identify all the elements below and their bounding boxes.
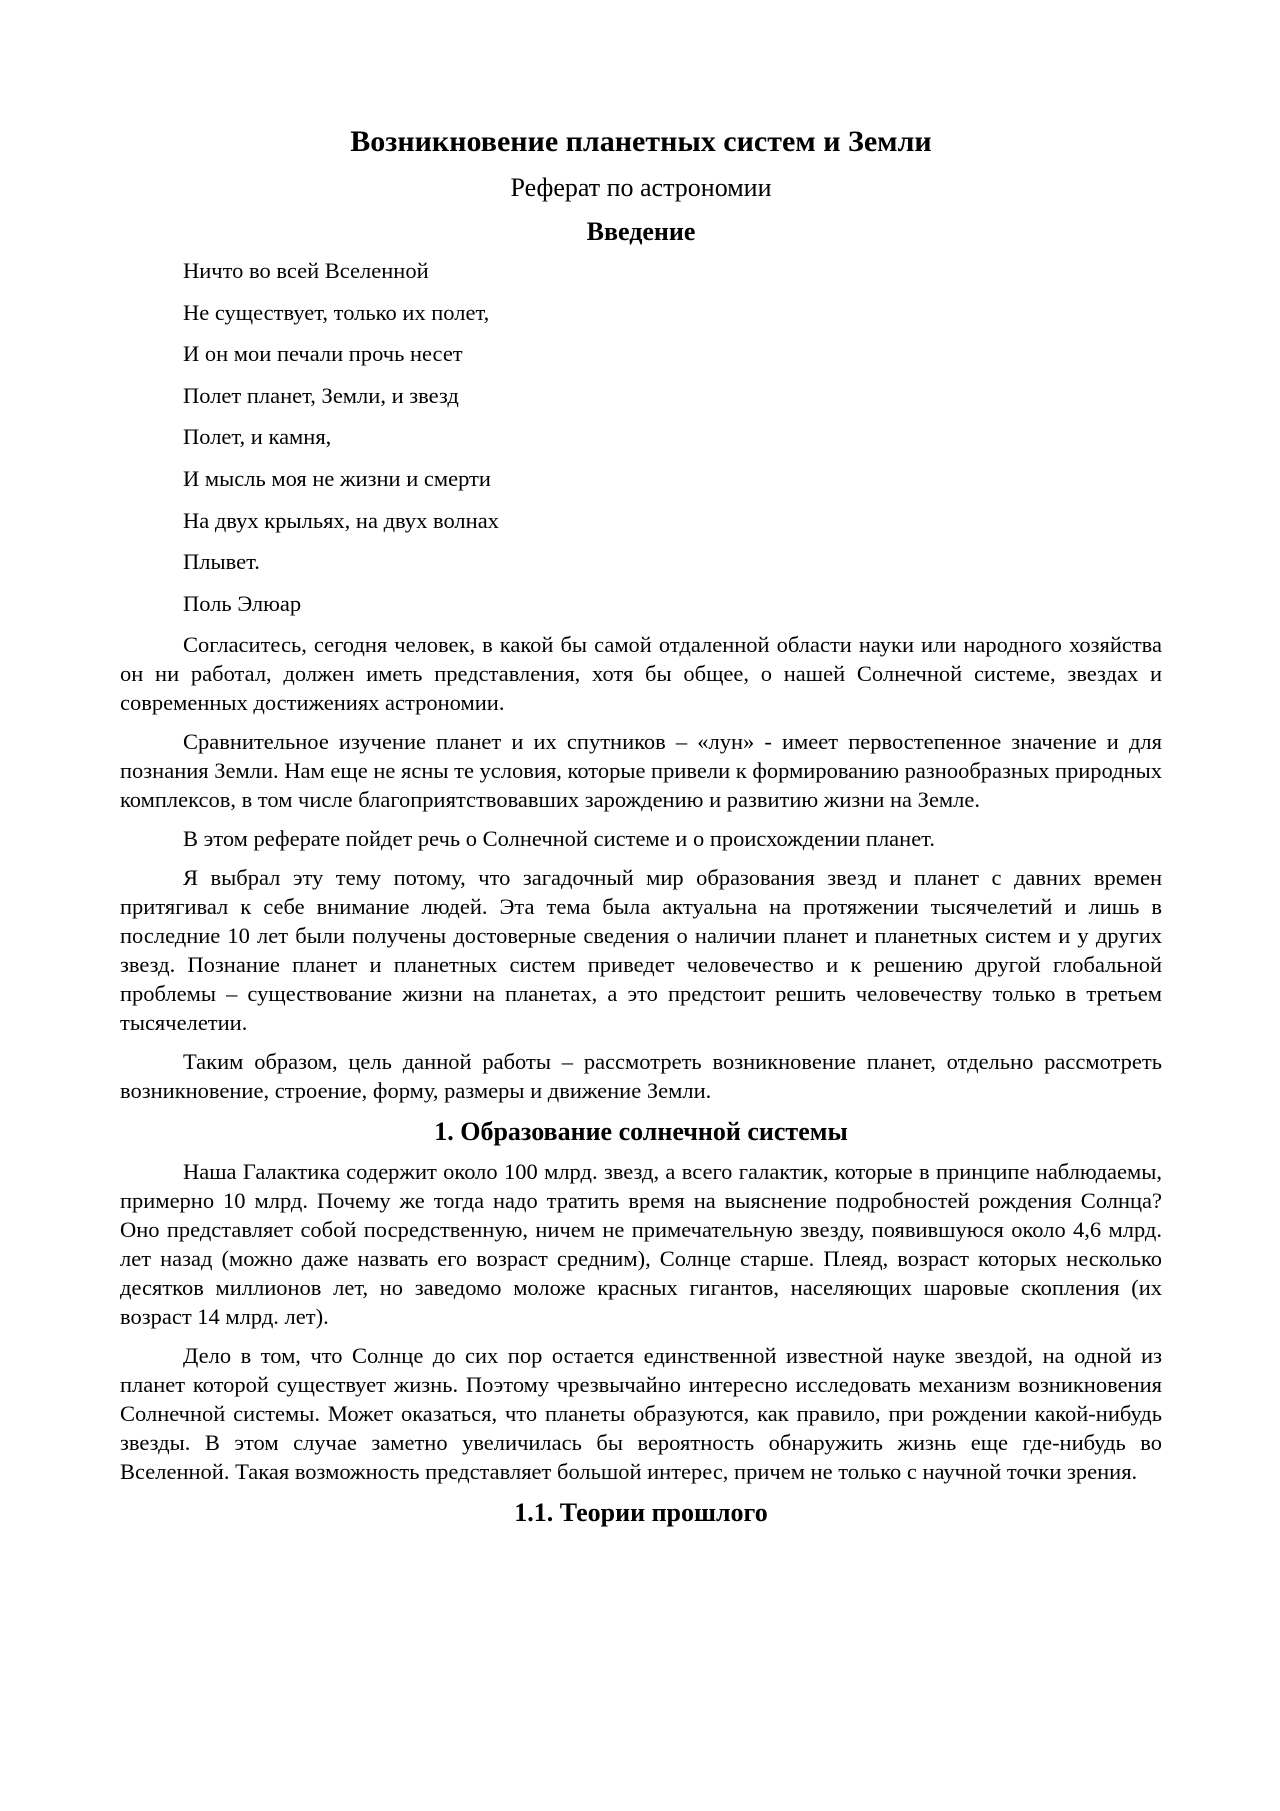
poem-line: На двух крыльях, на двух волнах — [183, 507, 499, 533]
poem-line: Полет, и камня, — [183, 424, 332, 450]
poem-line: Не существует, только их полет, — [183, 299, 490, 325]
poem-line: И мысль моя не жизни и смерти — [183, 465, 491, 491]
body-paragraph: Наша Галактика содержит около 100 млрд. звезд, а всего галактик, которые в принципе наблюдаемы, примерно 10 млрд. Почему же тогда надо тратить время на выяснение подробностей рождения Солнца? Оно представляет собой посредственную, ничем не примечательную звезду, появившуюся около 4,6 млрд. лет назад (можно даже назвать его возраст средним), Солнце старше. Плеяд, возраст которых несколько десятков миллионов лет, но заведомо моложе красных гигантов, населяющих шаровые скопления (их возраст 14 млрд. лет). — [120, 1159, 1162, 1330]
document-subtitle: Реферат по астрономии — [510, 173, 772, 202]
document-title: Возникновение планетных систем и Земли — [350, 125, 932, 158]
body-paragraph: Я выбрал эту тему потому, что загадочный мир образования звезд и планет с давних времен притягивал к себе внимание людей. Эта тема была актуальна на протяжении тысячелетий и лишь в последние 10 лет были получены достоверные сведения о наличии планет и планетных систем и у других звезд. Познание планет и планетных систем приведет человечество и к решению другой глобальной проблемы – существование жизни на планетах, а это предстоит решить человечеству только в третьем тысячелетии. — [120, 865, 1162, 1036]
poem-line: Ничто во всей Вселенной — [183, 258, 429, 283]
subsection-heading: 1.1. Теории прошлого — [514, 1498, 768, 1528]
document-page — [120, 118, 1162, 1530]
section-heading: 1. Образование солнечной системы — [434, 1117, 848, 1147]
body-paragraph: В этом реферате пойдет речь о Солнечной системе и о происхождении планет. — [183, 826, 935, 852]
poem-author: Поль Элюар — [183, 590, 302, 616]
body-paragraph: Согласитесь, сегодня человек, в какой бы самой отдаленной области науки или народного хозяйства он ни работал, должен иметь представления, хотя бы общее, о нашей Солнечной системе, звездах и современных достижениях астрономии. — [120, 632, 1162, 716]
intro-heading: Введение — [586, 217, 696, 246]
poem-line: Плывет. — [183, 549, 260, 575]
body-paragraph: Таким образом, цель данной работы – рассмотреть возникновение планет, отдельно рассмотреть возникновение, строение, форму, размеры и движение Земли. — [120, 1049, 1162, 1104]
poem-line: И он мои печали прочь несет — [183, 341, 463, 367]
epigraph-poem — [120, 256, 1162, 618]
body-paragraph: Сравнительное изучение планет и их спутников – «лун» - имеет первостепенное значение и для познания Земли. Нам еще не ясны те условия, которые привели к формированию разнообразных природных комплексов, в том числе благоприятствовавших зарождению и развитию жизни на Земле. — [120, 729, 1162, 813]
body-paragraph: Дело в том, что Солнце до сих пор остается единственной известной науке звездой, на одной из планет которой существует жизнь. Поэтому чрезвычайно интересно исследовать механизм возникновения Солнечной системы. Может оказаться, что планеты образуются, как правило, при рождении какой-нибудь звезды. В этом случае заметно увеличилась бы вероятность обнаружить жизнь еще где-нибудь во Вселенной. Такая возможность представляет большой интерес, причем не только с научной точки зрения. — [120, 1343, 1162, 1485]
poem-line: Полет планет, Земли, и звезд — [183, 382, 459, 408]
